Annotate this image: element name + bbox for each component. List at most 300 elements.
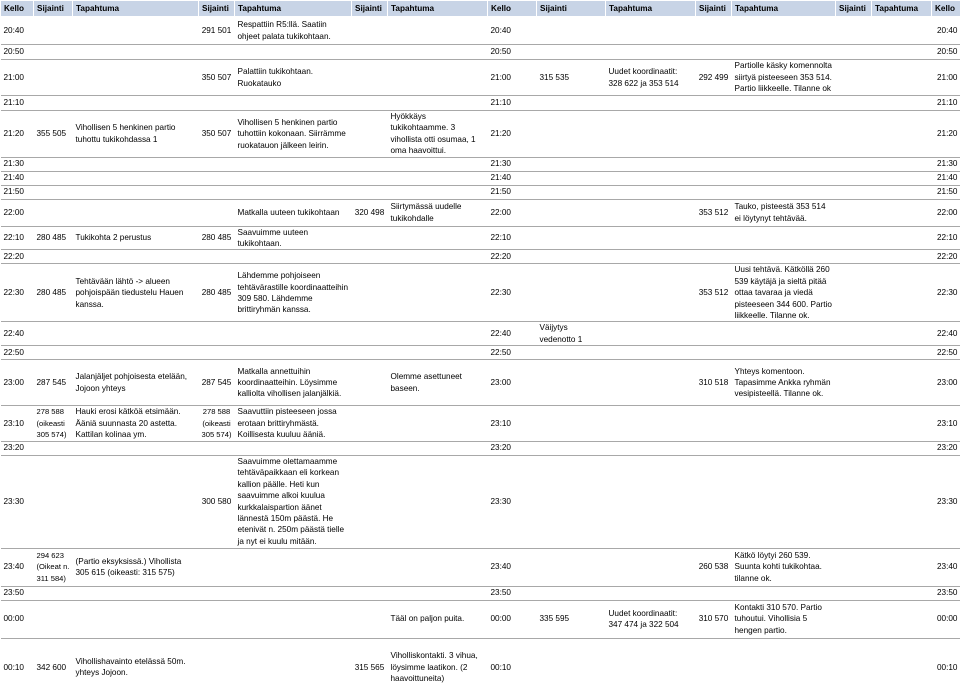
- cell-tapahtuma-1: [73, 250, 199, 264]
- cell-tapahtuma-3: [388, 171, 488, 185]
- cell-sijainti-5: [696, 226, 732, 250]
- cell-sijainti-6: [836, 17, 872, 45]
- cell-sijainti-6: [836, 322, 872, 346]
- cell-sijainti-2: 350 507: [199, 60, 235, 96]
- cell-tapahtuma-3: [388, 250, 488, 264]
- cell-sijainti-6: [836, 264, 872, 322]
- table-row: [1, 111, 960, 158]
- cell-sijainti-2: [199, 250, 235, 264]
- cell-sijainti-5: [696, 441, 732, 455]
- cell-sijainti-4: [537, 360, 606, 406]
- cell-sijainti-1: 278 588 (oikeasti 305 574): [34, 406, 73, 441]
- cell-sijainti-1: [34, 60, 73, 96]
- cell-tapahtuma-6: [872, 455, 932, 548]
- cell-tapahtuma-3: [388, 406, 488, 441]
- cell-kello-2: 23:00: [488, 360, 537, 406]
- cell-kello-2: 00:10: [488, 638, 537, 696]
- cell-tapahtuma-6: [872, 185, 932, 199]
- cell-kello-1: 23:10: [1, 406, 34, 441]
- cell-tapahtuma-6: [872, 406, 932, 441]
- cell-sijainti-3: [352, 171, 388, 185]
- cell-kello-2: 20:50: [488, 45, 537, 60]
- cell-kello-1: 21:30: [1, 157, 34, 171]
- cell-sijainti-3: 320 498: [352, 199, 388, 226]
- cell-sijainti-3: [352, 586, 388, 600]
- cell-sijainti-3: [352, 157, 388, 171]
- col-tapahtuma-5: Tapahtuma: [732, 1, 836, 17]
- cell-tapahtuma-1: Tehtävään lähtö -> alueen pohjoispään tiedustelu Hauen kanssa.: [73, 264, 199, 322]
- cell-tapahtuma-3: [388, 226, 488, 250]
- cell-tapahtuma-4: [606, 322, 696, 346]
- cell-tapahtuma-5: Yhteys komentoon. Tapasimme Ankka ryhmän vesipisteellä. Tilanne ok.: [732, 360, 836, 406]
- cell-sijainti-4: [537, 406, 606, 441]
- cell-sijainti-4: Väijytys vedenotto 1: [537, 322, 606, 346]
- cell-tapahtuma-6: [872, 17, 932, 45]
- cell-sijainti-4: [537, 157, 606, 171]
- table-row: [1, 455, 960, 548]
- cell-kello-2: 23:20: [488, 441, 537, 455]
- table-row: [1, 360, 960, 406]
- cell-sijainti-1: 287 545: [34, 360, 73, 406]
- cell-sijainti-2: [199, 586, 235, 600]
- cell-tapahtuma-3: [388, 548, 488, 586]
- cell-sijainti-6: [836, 548, 872, 586]
- cell-tapahtuma-5: [732, 171, 836, 185]
- table-row: [1, 60, 960, 96]
- cell-kello-1: 00:00: [1, 600, 34, 638]
- cell-tapahtuma-6: [872, 96, 932, 111]
- table-row: [1, 441, 960, 455]
- cell-sijainti-5: [696, 586, 732, 600]
- col-sijainti-1: Sijainti: [34, 1, 73, 17]
- cell-tapahtuma-1: [73, 171, 199, 185]
- cell-sijainti-1: [34, 17, 73, 45]
- cell-kello-3: 23:10: [932, 406, 960, 441]
- cell-tapahtuma-4: [606, 226, 696, 250]
- cell-kello-3: 22:30: [932, 264, 960, 322]
- cell-tapahtuma-5: [732, 96, 836, 111]
- cell-tapahtuma-3: [388, 455, 488, 548]
- cell-sijainti-3: [352, 250, 388, 264]
- cell-sijainti-6: [836, 360, 872, 406]
- cell-sijainti-5: [696, 17, 732, 45]
- cell-tapahtuma-2: [235, 171, 352, 185]
- cell-sijainti-3: [352, 441, 388, 455]
- col-tapahtuma-1: Tapahtuma: [73, 1, 199, 17]
- cell-kello-2: 23:30: [488, 455, 537, 548]
- cell-kello-1: 21:20: [1, 111, 34, 158]
- cell-tapahtuma-6: [872, 157, 932, 171]
- cell-tapahtuma-1: [73, 157, 199, 171]
- cell-sijainti-4: 335 595: [537, 600, 606, 638]
- cell-tapahtuma-1: [73, 60, 199, 96]
- cell-kello-1: 21:00: [1, 60, 34, 96]
- cell-kello-1: 21:10: [1, 96, 34, 111]
- cell-tapahtuma-5: [732, 185, 836, 199]
- cell-tapahtuma-4: [606, 250, 696, 264]
- cell-tapahtuma-2: [235, 441, 352, 455]
- cell-tapahtuma-5: [732, 455, 836, 548]
- cell-kello-2: 21:40: [488, 171, 537, 185]
- cell-tapahtuma-3: [388, 441, 488, 455]
- cell-tapahtuma-1: Vihollisen 5 henkinen partio tuhottu tukikohdassa 1: [73, 111, 199, 158]
- cell-sijainti-2: 300 580: [199, 455, 235, 548]
- col-sijainti-3: Sijainti: [352, 1, 388, 17]
- cell-sijainti-2: 350 507: [199, 111, 235, 158]
- cell-sijainti-2: [199, 346, 235, 360]
- cell-sijainti-2: [199, 600, 235, 638]
- cell-sijainti-1: [34, 346, 73, 360]
- cell-tapahtuma-6: [872, 360, 932, 406]
- cell-sijainti-3: [352, 455, 388, 548]
- cell-kello-2: 21:50: [488, 185, 537, 199]
- cell-sijainti-2: 291 501: [199, 17, 235, 45]
- cell-sijainti-6: [836, 226, 872, 250]
- cell-tapahtuma-3: [388, 45, 488, 60]
- cell-sijainti-5: 310 518: [696, 360, 732, 406]
- cell-sijainti-4: [537, 96, 606, 111]
- cell-tapahtuma-5: Uusi tehtävä. Kätköllä 260 539 käytäjä ja sieltä pitää ottaa tavaraa ja viedä pisteeseen 344 600. Partio liikkeelle. Tilanne ok.: [732, 264, 836, 322]
- cell-kello-3: 22:50: [932, 346, 960, 360]
- cell-kello-1: 20:50: [1, 45, 34, 60]
- cell-tapahtuma-6: [872, 586, 932, 600]
- cell-sijainti-3: [352, 322, 388, 346]
- cell-sijainti-2: [199, 322, 235, 346]
- cell-kello-1: 21:40: [1, 171, 34, 185]
- cell-sijainti-3: [352, 600, 388, 638]
- col-kello-3: Kello: [932, 1, 960, 17]
- cell-sijainti-4: 315 535: [537, 60, 606, 96]
- cell-kello-1: 23:30: [1, 455, 34, 548]
- cell-kello-2: 23:10: [488, 406, 537, 441]
- cell-tapahtuma-2: Matkalla uuteen tukikohtaan: [235, 199, 352, 226]
- col-sijainti-5: Sijainti: [696, 1, 732, 17]
- cell-kello-1: 23:50: [1, 586, 34, 600]
- cell-kello-3: 21:10: [932, 96, 960, 111]
- cell-tapahtuma-1: [73, 45, 199, 60]
- cell-sijainti-6: [836, 586, 872, 600]
- cell-tapahtuma-3: [388, 157, 488, 171]
- cell-kello-1: 23:00: [1, 360, 34, 406]
- cell-sijainti-1: 294 623 (Oikeat n. 311 584): [34, 548, 73, 586]
- cell-tapahtuma-4: Uudet koordinaatit: 328 622 ja 353 514: [606, 60, 696, 96]
- cell-sijainti-6: [836, 185, 872, 199]
- cell-kello-2: 22:20: [488, 250, 537, 264]
- col-tapahtuma-3: Tapahtuma: [388, 1, 488, 17]
- cell-sijainti-6: [836, 111, 872, 158]
- cell-kello-1: 21:50: [1, 185, 34, 199]
- cell-tapahtuma-1: Hauki erosi kätköä etsimään. Ääniä suunnasta 20 astetta. Kattilan kolinaa ym.: [73, 406, 199, 441]
- cell-tapahtuma-1: [73, 199, 199, 226]
- cell-tapahtuma-5: [732, 45, 836, 60]
- table-row: [1, 406, 960, 441]
- cell-sijainti-5: [696, 157, 732, 171]
- cell-sijainti-3: [352, 96, 388, 111]
- table-row: [1, 171, 960, 185]
- cell-kello-2: 22:40: [488, 322, 537, 346]
- cell-kello-2: 00:00: [488, 600, 537, 638]
- cell-tapahtuma-2: [235, 586, 352, 600]
- cell-tapahtuma-3: Siirtymässä uudelle tukikohdalle: [388, 199, 488, 226]
- cell-sijainti-1: [34, 199, 73, 226]
- cell-sijainti-4: [537, 548, 606, 586]
- cell-kello-1: 23:40: [1, 548, 34, 586]
- cell-tapahtuma-1: [73, 96, 199, 111]
- table-row: [1, 586, 960, 600]
- cell-tapahtuma-4: [606, 171, 696, 185]
- cell-sijainti-5: 292 499: [696, 60, 732, 96]
- cell-sijainti-5: 353 512: [696, 199, 732, 226]
- cell-sijainti-2: [199, 185, 235, 199]
- cell-tapahtuma-3: Viholliskontakti. 3 vihua, löysimme laatikon. (2 haavoittuneita): [388, 638, 488, 696]
- table-row: [1, 548, 960, 586]
- table-row: [1, 264, 960, 322]
- table-row: [1, 199, 960, 226]
- cell-sijainti-5: [696, 455, 732, 548]
- cell-tapahtuma-6: [872, 322, 932, 346]
- cell-tapahtuma-2: Matkalla annettuihin koordinaatteihin. Löysimme kalliolta vihollisen jalanjälkiä.: [235, 360, 352, 406]
- cell-tapahtuma-4: [606, 406, 696, 441]
- table-row: [1, 322, 960, 346]
- table-row: [1, 17, 960, 45]
- cell-tapahtuma-6: [872, 250, 932, 264]
- cell-tapahtuma-4: [606, 157, 696, 171]
- cell-kello-1: 22:30: [1, 264, 34, 322]
- cell-sijainti-6: [836, 96, 872, 111]
- cell-kello-3: 20:40: [932, 17, 960, 45]
- cell-sijainti-1: [34, 586, 73, 600]
- cell-kello-2: 20:40: [488, 17, 537, 45]
- cell-tapahtuma-1: Vihollishavainto etelässä 50m. yhteys Jojoon.: [73, 638, 199, 696]
- cell-kello-1: 22:20: [1, 250, 34, 264]
- cell-tapahtuma-2: Vihollisen 5 henkinen partio tuhottiin kokonaan. Siirrämme ruokatauon jälkeen leirin.: [235, 111, 352, 158]
- cell-sijainti-4: [537, 199, 606, 226]
- cell-sijainti-1: 280 485: [34, 264, 73, 322]
- cell-tapahtuma-6: [872, 264, 932, 322]
- cell-kello-1: 22:00: [1, 199, 34, 226]
- cell-sijainti-3: [352, 185, 388, 199]
- col-tapahtuma-4: Tapahtuma: [606, 1, 696, 17]
- cell-tapahtuma-5: Partiolle käsky komennolta siirtyä pisteeseen 353 514. Partio liikkeelle. Tilanne ok: [732, 60, 836, 96]
- cell-tapahtuma-1: [73, 17, 199, 45]
- cell-kello-3: 22:20: [932, 250, 960, 264]
- header-row: [1, 1, 960, 17]
- cell-tapahtuma-2: Saavuimme uuteen tukikohtaan.: [235, 226, 352, 250]
- cell-sijainti-1: [34, 455, 73, 548]
- cell-sijainti-2: 280 485: [199, 264, 235, 322]
- col-sijainti-4: Sijainti: [537, 1, 606, 17]
- cell-tapahtuma-4: [606, 199, 696, 226]
- cell-tapahtuma-4: [606, 455, 696, 548]
- cell-tapahtuma-6: [872, 441, 932, 455]
- col-kello-1: Kello: [1, 1, 34, 17]
- cell-kello-3: 20:50: [932, 45, 960, 60]
- cell-sijainti-5: [696, 406, 732, 441]
- cell-sijainti-2: [199, 548, 235, 586]
- cell-sijainti-2: 280 485: [199, 226, 235, 250]
- col-kello-2: Kello: [488, 1, 537, 17]
- cell-tapahtuma-4: Uudet koordinaatit: 347 474 ja 322 504: [606, 600, 696, 638]
- cell-tapahtuma-1: Jalanjäljet pohjoisesta etelään, Jojoon yhteys: [73, 360, 199, 406]
- col-sijainti-2: Sijainti: [199, 1, 235, 17]
- cell-sijainti-5: [696, 322, 732, 346]
- cell-sijainti-1: 342 600: [34, 638, 73, 696]
- cell-kello-1: 22:10: [1, 226, 34, 250]
- cell-tapahtuma-2: [235, 638, 352, 696]
- cell-sijainti-3: [352, 60, 388, 96]
- cell-sijainti-2: 278 588 (oikeasti 305 574): [199, 406, 235, 441]
- cell-kello-2: 21:10: [488, 96, 537, 111]
- cell-kello-1: 23:20: [1, 441, 34, 455]
- cell-tapahtuma-2: [235, 157, 352, 171]
- cell-sijainti-6: [836, 199, 872, 226]
- cell-tapahtuma-4: [606, 586, 696, 600]
- cell-kello-1: 22:40: [1, 322, 34, 346]
- cell-sijainti-4: [537, 264, 606, 322]
- cell-tapahtuma-5: [732, 586, 836, 600]
- cell-kello-1: 22:50: [1, 346, 34, 360]
- col-sijainti-6: Sijainti: [836, 1, 872, 17]
- cell-sijainti-5: [696, 45, 732, 60]
- cell-tapahtuma-5: Kontakti 310 570. Partio tuhoutui. Vihollisia 5 hengen partio.: [732, 600, 836, 638]
- cell-tapahtuma-4: [606, 111, 696, 158]
- cell-tapahtuma-5: Kätkö löytyi 260 539. Suunta kohti tukikohtaa. tilanne ok.: [732, 548, 836, 586]
- cell-kello-2: 21:30: [488, 157, 537, 171]
- cell-tapahtuma-3: [388, 346, 488, 360]
- cell-sijainti-6: [836, 45, 872, 60]
- cell-tapahtuma-6: [872, 199, 932, 226]
- cell-tapahtuma-2: [235, 322, 352, 346]
- cell-tapahtuma-6: [872, 600, 932, 638]
- cell-sijainti-5: [696, 96, 732, 111]
- cell-sijainti-4: [537, 250, 606, 264]
- cell-tapahtuma-4: [606, 360, 696, 406]
- cell-kello-3: 22:00: [932, 199, 960, 226]
- cell-sijainti-5: [696, 638, 732, 696]
- cell-kello-3: 23:50: [932, 586, 960, 600]
- cell-tapahtuma-3: [388, 264, 488, 322]
- cell-tapahtuma-5: [732, 111, 836, 158]
- cell-kello-3: 21:00: [932, 60, 960, 96]
- cell-tapahtuma-3: Tääl on paljon puita.: [388, 600, 488, 638]
- cell-kello-1: 00:10: [1, 638, 34, 696]
- cell-tapahtuma-4: [606, 185, 696, 199]
- cell-sijainti-1: 355 505: [34, 111, 73, 158]
- cell-tapahtuma-1: [73, 441, 199, 455]
- cell-sijainti-1: [34, 441, 73, 455]
- cell-sijainti-1: [34, 171, 73, 185]
- cell-sijainti-2: [199, 199, 235, 226]
- cell-tapahtuma-5: [732, 250, 836, 264]
- cell-tapahtuma-2: [235, 185, 352, 199]
- cell-tapahtuma-6: [872, 60, 932, 96]
- cell-kello-2: 22:00: [488, 199, 537, 226]
- cell-sijainti-6: [836, 406, 872, 441]
- cell-sijainti-2: 287 545: [199, 360, 235, 406]
- cell-sijainti-3: [352, 346, 388, 360]
- cell-sijainti-3: [352, 17, 388, 45]
- col-tapahtuma-6: Tapahtuma: [872, 1, 932, 17]
- cell-kello-2: 22:50: [488, 346, 537, 360]
- cell-tapahtuma-1: [73, 586, 199, 600]
- cell-sijainti-4: [537, 171, 606, 185]
- cell-tapahtuma-2: Saavuttiin pisteeseen jossa erotaan brittiryhmästä. Koillisesta kuuluu ääniä.: [235, 406, 352, 441]
- cell-tapahtuma-2: Saavuimme olettamaamme tehtäväpaikkaan eli korkean kallion päälle. Heti kun saavuimme alkoi kuulua kurkkalaispartion äänet lännestä 150m päästä. He etenivät n. 250m päästä tielle ja nyt ei kuulu mitään.: [235, 455, 352, 548]
- cell-sijainti-3: 315 565: [352, 638, 388, 696]
- cell-tapahtuma-5: [732, 441, 836, 455]
- cell-tapahtuma-2: [235, 45, 352, 60]
- cell-kello-2: 23:50: [488, 586, 537, 600]
- cell-tapahtuma-3: [388, 17, 488, 45]
- cell-sijainti-2: [199, 157, 235, 171]
- cell-sijainti-2: [199, 96, 235, 111]
- cell-sijainti-1: [34, 45, 73, 60]
- cell-kello-3: 00:10: [932, 638, 960, 696]
- cell-tapahtuma-6: [872, 226, 932, 250]
- cell-kello-3: 22:10: [932, 226, 960, 250]
- cell-kello-3: 21:20: [932, 111, 960, 158]
- cell-sijainti-1: [34, 322, 73, 346]
- cell-kello-3: 21:50: [932, 185, 960, 199]
- cell-tapahtuma-1: Tukikohta 2 perustus: [73, 226, 199, 250]
- cell-tapahtuma-2: Respattiin R5:llä. Saatiin ohjeet palata tukikohtaan.: [235, 17, 352, 45]
- cell-sijainti-3: [352, 548, 388, 586]
- cell-kello-3: 23:40: [932, 548, 960, 586]
- cell-sijainti-1: [34, 157, 73, 171]
- cell-tapahtuma-3: [388, 322, 488, 346]
- table-row: [1, 600, 960, 638]
- cell-sijainti-2: [199, 638, 235, 696]
- cell-tapahtuma-6: [872, 171, 932, 185]
- cell-sijainti-6: [836, 346, 872, 360]
- cell-tapahtuma-5: [732, 406, 836, 441]
- cell-sijainti-4: [537, 346, 606, 360]
- table-row: [1, 96, 960, 111]
- cell-tapahtuma-2: Lähdemme pohjoiseen tehtävärastille koordinaatteihin 309 580. Lähdemme brittiryhmän kanssa.: [235, 264, 352, 322]
- cell-sijainti-4: [537, 441, 606, 455]
- table-row: [1, 157, 960, 171]
- table-row: [1, 250, 960, 264]
- cell-sijainti-4: [537, 45, 606, 60]
- cell-tapahtuma-5: [732, 638, 836, 696]
- cell-sijainti-5: [696, 111, 732, 158]
- cell-tapahtuma-6: [872, 346, 932, 360]
- cell-sijainti-5: 310 570: [696, 600, 732, 638]
- table-row: [1, 45, 960, 60]
- cell-tapahtuma-4: [606, 264, 696, 322]
- cell-tapahtuma-6: [872, 548, 932, 586]
- cell-tapahtuma-2: [235, 548, 352, 586]
- cell-sijainti-3: [352, 111, 388, 158]
- cell-sijainti-6: [836, 250, 872, 264]
- cell-tapahtuma-1: [73, 455, 199, 548]
- cell-sijainti-1: [34, 600, 73, 638]
- cell-tapahtuma-6: [872, 111, 932, 158]
- cell-tapahtuma-1: [73, 346, 199, 360]
- cell-kello-3: 23:20: [932, 441, 960, 455]
- cell-sijainti-6: [836, 157, 872, 171]
- cell-tapahtuma-4: [606, 638, 696, 696]
- cell-sijainti-1: [34, 250, 73, 264]
- cell-tapahtuma-3: Hyökkäys tukikohtaamme. 3 vihollista otti osumaa, 1 oma haavoittui.: [388, 111, 488, 158]
- cell-tapahtuma-5: Tauko, pisteestä 353 514 ei löytynyt tehtävää.: [732, 199, 836, 226]
- cell-sijainti-1: 280 485: [34, 226, 73, 250]
- cell-kello-3: 23:30: [932, 455, 960, 548]
- cell-sijainti-3: [352, 226, 388, 250]
- cell-sijainti-6: [836, 600, 872, 638]
- cell-tapahtuma-2: [235, 346, 352, 360]
- cell-sijainti-5: 260 538: [696, 548, 732, 586]
